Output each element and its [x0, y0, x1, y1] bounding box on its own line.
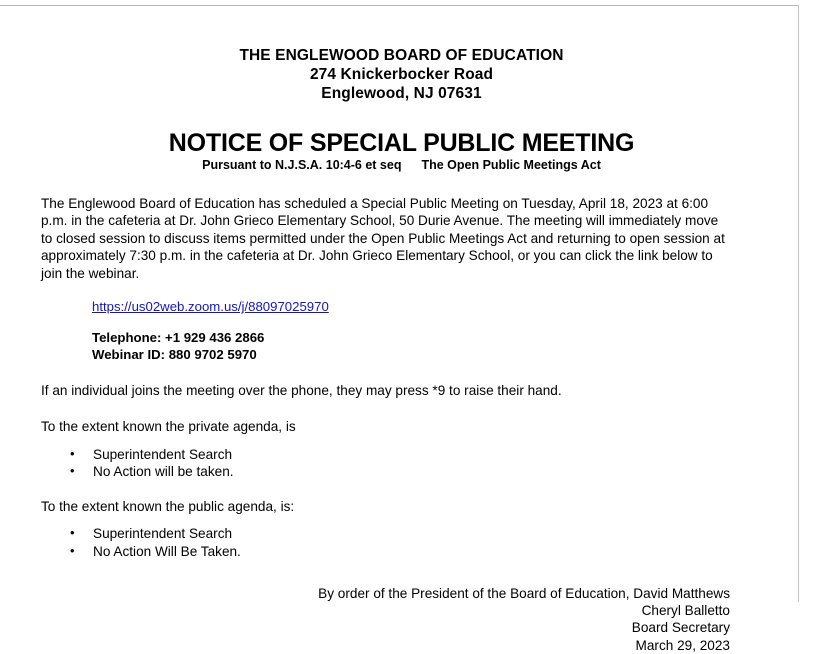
signature-role: Board Secretary [631, 620, 730, 636]
webinar-link-block [41, 298, 762, 316]
signature-name: Cheryl Balletto [641, 603, 730, 619]
notice-subtitle [41, 158, 762, 173]
announcement-paragraph: The Englewood Board of Education has scheduled a Special Public Meeting on Tuesday, April 18, 2023 at 6:00 p.m. in the cafeteria at Dr. John Grieco Elementary School, 50 Durie Avenue. The meeting will immediately move to closed session to discuss items permitted under the Open Public Meetings Act and returning to open session at approximately 7:30 p.m. in the cafeteria at Dr. John Grieco Elementary School, or you can click the link below to join the webinar. [41, 196, 725, 281]
signature-by-order: By order of the President of the Board of Education, David Matthews [318, 585, 730, 601]
public-agenda-list [41, 525, 762, 560]
page-title: NOTICE OF SPECIAL PUBLIC MEETING [168, 129, 635, 157]
notice-statute: Pursuant to N.J.S.A. 10:4-6 et seq [202, 158, 402, 172]
private-agenda-list [41, 446, 762, 481]
public-agenda-heading: To the extent known the public agenda, is: [41, 499, 295, 515]
letterhead-street: 274 Knickerbocker Road [309, 66, 494, 83]
private-agenda-heading: To the extent known the private agenda, is [41, 419, 296, 435]
webinar-dialin-block [41, 330, 762, 363]
letterhead-organization: THE ENGLEWOOD BOARD OF EDUCATION [239, 47, 564, 64]
phone-instructions-paragraph: If an individual joins the meeting over the phone, they may press *9 to raise their hand. [41, 383, 562, 399]
signature-date: March 29, 2023 [635, 637, 730, 653]
list-item: • No Action will be taken. [41, 463, 762, 481]
notice-act: The Open Public Meetings Act [421, 158, 601, 172]
letterhead [41, 46, 762, 103]
zoom-meeting-link[interactable]: https://us02web.zoom.us/j/88097025970 [92, 299, 329, 315]
webinar-telephone: Telephone: +1 929 436 2866 [92, 330, 265, 346]
webinar-id: Webinar ID: 880 9702 5970 [92, 346, 257, 362]
page-right-border [798, 5, 799, 602]
signature-block [41, 585, 762, 654]
list-item: • No Action Will Be Taken. [41, 543, 762, 561]
list-item: • Superintendent Search [41, 525, 762, 543]
letterhead-city-state-zip: Englewood, NJ 07631 [321, 85, 482, 102]
document-sheet [0, 6, 798, 653]
list-item: • Superintendent Search [41, 446, 762, 464]
